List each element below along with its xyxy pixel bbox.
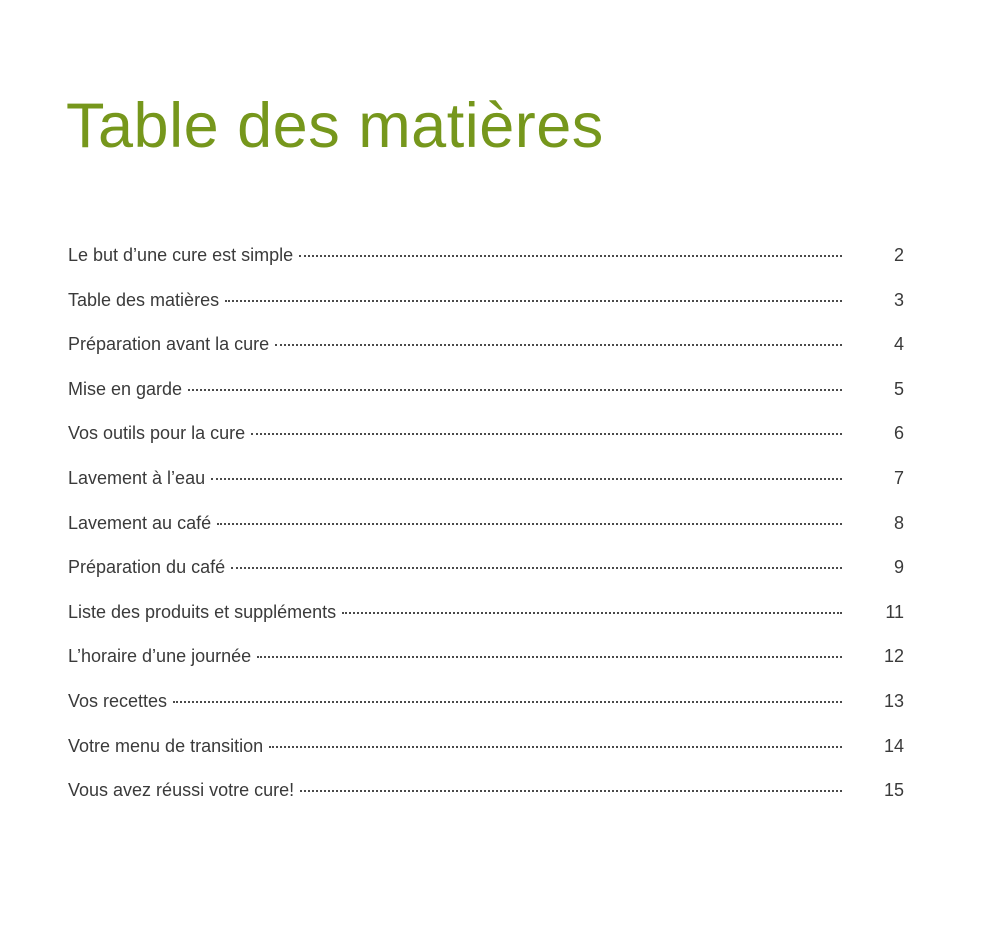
dot-leader	[275, 344, 842, 346]
toc-entry-page: 2	[893, 245, 904, 265]
toc-entry-label: Lavement à l’eau	[68, 467, 206, 488]
toc-entry-label: Table des matières	[68, 289, 220, 310]
dot-leader	[173, 701, 842, 703]
toc-entry[interactable]	[68, 513, 904, 558]
toc-entry-label: Mise en garde	[68, 378, 183, 399]
toc-entry-page: 12	[883, 646, 904, 667]
toc-entry[interactable]	[68, 736, 904, 781]
toc-entry[interactable]	[68, 245, 904, 290]
toc-entry[interactable]	[68, 468, 904, 513]
toc-entry-page: 6	[893, 423, 904, 444]
toc-entry[interactable]	[68, 602, 904, 647]
toc-entry-label: Vos recettes	[68, 690, 168, 711]
toc-entry-page: 13	[883, 690, 904, 711]
toc-entry[interactable]	[68, 691, 904, 736]
dot-leader	[188, 389, 842, 391]
toc-entry-page: 11	[885, 601, 904, 622]
dot-leader	[217, 523, 842, 525]
toc-entry-label: L’horaire d’une journée	[68, 646, 252, 667]
dot-leader	[251, 433, 842, 435]
toc-entry-page: 14	[883, 735, 904, 756]
toc-entry[interactable]	[68, 423, 904, 468]
toc-entry-label: Préparation du café	[68, 557, 226, 578]
toc-entry[interactable]	[68, 646, 904, 691]
dot-leader	[257, 656, 842, 658]
toc-entry-page: 3	[893, 289, 904, 310]
dot-leader	[299, 255, 842, 257]
toc-entry-page: 4	[893, 334, 904, 355]
toc-entry-page: 15	[883, 780, 904, 801]
toc-entry-label: Le but d’une cure est simple	[68, 245, 294, 265]
toc-entry[interactable]	[68, 334, 904, 379]
toc-entry-label: Liste des produits et suppléments	[68, 601, 337, 622]
dot-leader	[269, 746, 842, 748]
toc-entry-label: Lavement au café	[68, 512, 212, 533]
dot-leader	[231, 567, 842, 569]
toc-entry-page: 7	[893, 467, 904, 488]
toc-entry-label: Vos outils pour la cure	[68, 423, 246, 444]
toc-entry[interactable]	[68, 780, 904, 825]
dot-leader	[211, 478, 842, 480]
table-of-contents	[68, 245, 904, 825]
toc-entry-label: Votre menu de transition	[68, 735, 264, 756]
toc-entry[interactable]	[68, 379, 904, 424]
toc-entry-page: 5	[893, 378, 904, 399]
toc-entry[interactable]	[68, 290, 904, 335]
toc-entry-label: Préparation avant la cure	[68, 334, 270, 355]
dot-leader	[225, 300, 842, 302]
toc-entry-page: 9	[893, 557, 904, 578]
toc-entry[interactable]	[68, 557, 904, 602]
page-title: Table des matières	[66, 91, 604, 161]
toc-entry-label: Vous avez réussi votre cure!	[68, 780, 295, 801]
dot-leader	[300, 790, 842, 792]
dot-leader	[342, 612, 842, 614]
toc-entry-page: 8	[893, 512, 904, 533]
